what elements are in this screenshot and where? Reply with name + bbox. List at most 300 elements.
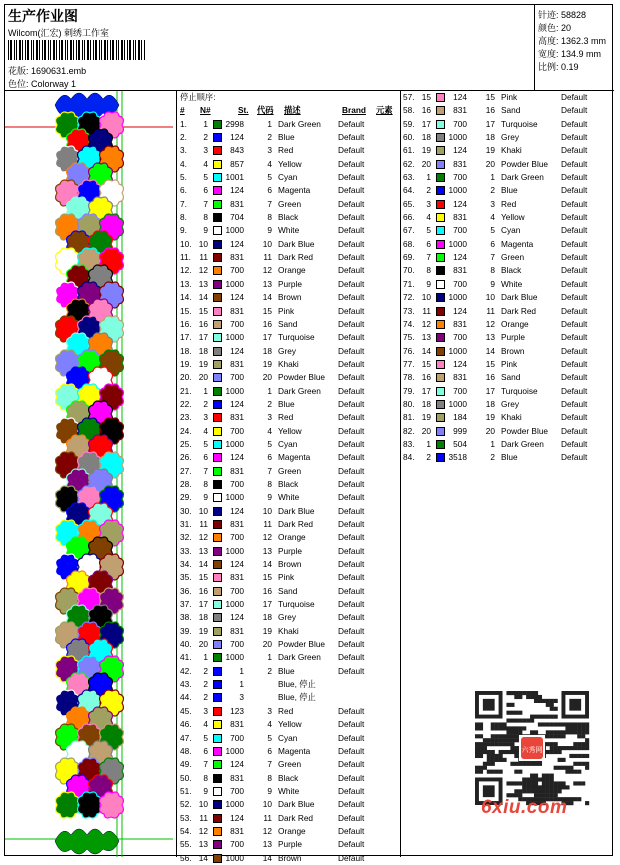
row-brand: Default [561, 292, 588, 303]
row-index: 34. [180, 559, 192, 570]
barcode-bar [31, 40, 32, 60]
row-code: 8 [267, 772, 272, 783]
row-stitches: 700 [230, 425, 244, 436]
row-description: Yellow [278, 158, 302, 169]
qr-module [526, 789, 530, 793]
color-swatch [436, 213, 445, 222]
qr-module [495, 726, 499, 730]
qr-module [530, 789, 534, 793]
color-swatch [213, 693, 222, 702]
barcode-bar [53, 40, 55, 60]
table-row [401, 358, 614, 371]
qr-module [554, 730, 558, 734]
row-index: 30. [180, 505, 192, 516]
row-code: 10 [485, 292, 495, 303]
row-brand: Default [338, 212, 365, 223]
row-index: 35. [180, 572, 192, 583]
color-swatch [436, 400, 445, 409]
row-description: Blue [501, 185, 518, 196]
qr-module [534, 789, 538, 793]
row-stitches: 124 [453, 198, 467, 209]
qr-module [577, 770, 581, 774]
qr-module [499, 738, 503, 742]
qr-module [487, 770, 491, 774]
color-swatch [213, 640, 222, 649]
row-brand: Default [338, 118, 365, 129]
qr-module [550, 707, 554, 711]
row-brand: Default [561, 412, 588, 423]
row-index: 66. [403, 212, 415, 223]
qr-module [542, 785, 546, 789]
table-row [401, 438, 614, 451]
qr-module [546, 777, 550, 781]
row-index: 18. [180, 345, 192, 356]
row-needle: 3 [203, 145, 208, 156]
row-needle: 4 [203, 158, 208, 169]
qr-module [491, 742, 495, 746]
qr-module [546, 730, 550, 734]
color-swatch [436, 440, 445, 449]
row-stitches: 1000 [448, 238, 467, 249]
color-swatch [213, 560, 222, 569]
qr-module [538, 715, 542, 719]
row-stitches: 1000 [225, 545, 244, 556]
row-needle: 2 [203, 679, 208, 690]
row-needle: 17 [198, 599, 208, 610]
color-swatch [213, 413, 222, 422]
qr-module [585, 746, 589, 750]
qr-module [542, 774, 546, 778]
row-stitches: 700 [230, 839, 244, 850]
barcode-bar [25, 40, 26, 60]
qr-module [581, 734, 585, 738]
table-row [178, 184, 400, 197]
row-brand: Default [338, 332, 365, 343]
qr-module [503, 742, 507, 746]
row-brand: Default [561, 92, 588, 102]
table-row [401, 318, 614, 331]
qr-module [506, 738, 510, 742]
row-description: Dark Red [501, 305, 537, 316]
row-brand: Default [561, 398, 588, 409]
table-row [178, 158, 400, 171]
row-brand: Default [561, 345, 588, 356]
row-brand: Default [561, 225, 588, 236]
design-stats [535, 5, 614, 91]
row-code: 9 [267, 785, 272, 796]
stop-sequence-label: 停止顺序: [180, 92, 216, 102]
row-index: 58. [403, 105, 415, 116]
row-needle: 14 [198, 292, 208, 303]
row-brand: Default [338, 412, 365, 423]
row-index: 12. [180, 265, 192, 276]
row-brand: Default [338, 265, 365, 276]
row-stitches: 504 [453, 438, 467, 449]
qr-module [518, 691, 522, 695]
qr-module [530, 691, 534, 695]
row-brand: Default [338, 305, 365, 316]
qr-module [569, 797, 573, 801]
stat-scale [538, 60, 579, 73]
row-stitches: 124 [453, 252, 467, 263]
row-description: Powder Blue [278, 639, 326, 650]
row-code: 1 [267, 652, 272, 663]
row-stitches: 831 [230, 198, 244, 209]
row-brand: Default [338, 705, 365, 716]
color-swatch [213, 400, 222, 409]
row-description: Brown [278, 292, 302, 303]
row-index: 57. [403, 92, 415, 102]
color-swatch [436, 160, 445, 169]
row-index: 61. [403, 145, 415, 156]
row-description: Red [501, 198, 517, 209]
row-index: 49. [180, 759, 192, 770]
file-label: 花版: [8, 66, 29, 76]
row-code: 19 [262, 358, 272, 369]
row-stitches: 1000 [225, 278, 244, 289]
row-code: 14 [485, 345, 495, 356]
color-swatch [213, 854, 222, 863]
row-needle: 9 [203, 225, 208, 236]
header-info [5, 5, 535, 91]
row-code: 12 [262, 825, 272, 836]
table-row [401, 238, 614, 251]
barcode-bar [48, 40, 49, 60]
color-swatch [213, 840, 222, 849]
row-code: 13 [262, 839, 272, 850]
qr-module [573, 722, 577, 726]
table-row [401, 451, 614, 464]
qr-module [518, 762, 522, 766]
row-code: 14 [262, 292, 272, 303]
qr-module [573, 770, 577, 774]
row-brand: Default [561, 172, 588, 183]
table-row [178, 758, 400, 771]
row-stitches: 3 [239, 692, 244, 703]
color-swatch [213, 787, 222, 796]
stat-label: 高度: [538, 36, 559, 46]
row-code: 3 [267, 705, 272, 716]
row-needle: 19 [198, 625, 208, 636]
row-needle: 12 [198, 532, 208, 543]
qr-module [550, 750, 554, 754]
qr-module [534, 699, 538, 703]
row-stitches: 1000 [448, 345, 467, 356]
row-stitches: 1000 [448, 292, 467, 303]
row-description: Yellow [501, 212, 525, 223]
row-code: 20 [485, 425, 495, 436]
color-swatch [213, 613, 222, 622]
row-stitches: 1000 [225, 599, 244, 610]
barcode-bar [135, 40, 136, 60]
row-stitches: 700 [230, 785, 244, 796]
row-index: 11. [180, 252, 191, 263]
table-row [178, 732, 400, 745]
row-description: Green [278, 759, 302, 770]
qr-module [546, 734, 550, 738]
qr-module [479, 770, 483, 774]
row-stitches: 1000 [225, 852, 244, 863]
row-index: 9. [180, 225, 187, 236]
qr-module [581, 722, 585, 726]
row-brand: Default [561, 185, 588, 196]
row-brand: Default [338, 132, 365, 143]
row-index: 71. [403, 278, 415, 289]
color-swatch [436, 146, 445, 155]
row-index: 67. [403, 225, 415, 236]
qr-module [573, 746, 577, 750]
row-code: 8 [490, 265, 495, 276]
qr-module [530, 719, 534, 723]
qr-module [577, 746, 581, 750]
color-swatch [213, 800, 222, 809]
row-brand: Default [338, 745, 365, 756]
barcode-bar [61, 40, 63, 60]
qr-module [503, 726, 507, 730]
row-code: 7 [490, 252, 495, 263]
row-description: Red [278, 412, 294, 423]
qr-finder [483, 785, 495, 797]
qr-module [479, 746, 483, 750]
qr-module [573, 730, 577, 734]
row-brand: Default [338, 145, 365, 156]
qr-module [530, 695, 534, 699]
row-index: 42. [180, 665, 192, 676]
row-code: 11 [263, 252, 272, 263]
row-index: 23. [180, 412, 192, 423]
qr-module [510, 781, 514, 785]
table-row [401, 411, 614, 424]
row-stitches: 831 [230, 625, 244, 636]
qr-module [510, 703, 514, 707]
row-needle: 7 [426, 252, 431, 263]
row-index: 14. [180, 292, 192, 303]
qr-module [479, 726, 483, 730]
row-description: Green [278, 465, 302, 476]
qr-module [569, 801, 573, 805]
color-swatch [213, 280, 222, 289]
row-brand: Default [338, 318, 365, 329]
table-row [178, 651, 400, 664]
row-brand: Default [561, 158, 588, 169]
row-stitches: 700 [230, 639, 244, 650]
row-needle: 11 [199, 252, 208, 263]
table-row [178, 745, 400, 758]
row-index: 20. [180, 372, 192, 383]
row-index: 45. [180, 705, 192, 716]
qr-module [550, 781, 554, 785]
color-swatch [436, 240, 445, 249]
row-stitches: 1000 [225, 225, 244, 236]
qr-module [581, 746, 585, 750]
row-needle: 3 [203, 705, 208, 716]
row-code: 17 [485, 118, 495, 129]
qr-module [530, 781, 534, 785]
qr-module [558, 781, 562, 785]
row-stitches: 124 [453, 92, 467, 102]
qr-module [522, 785, 526, 789]
row-index: 52. [180, 799, 192, 810]
qr-module [506, 781, 510, 785]
stat-value: 0.19 [561, 62, 579, 72]
row-needle: 6 [426, 238, 431, 249]
qr-finder [569, 699, 581, 711]
row-index: 47. [180, 732, 192, 743]
qr-module [522, 789, 526, 793]
qr-module [534, 695, 538, 699]
qr-finder [483, 699, 495, 711]
row-index: 2. [180, 132, 187, 143]
table-row [401, 171, 614, 184]
table-row [178, 251, 400, 264]
qr-module [475, 754, 479, 758]
table-row [178, 465, 400, 478]
row-index: 17. [180, 332, 192, 343]
table-row [178, 531, 400, 544]
row-needle: 2 [203, 398, 208, 409]
row-code: 1 [267, 385, 272, 396]
row-index: 1. [180, 118, 187, 129]
row-brand: Default [338, 345, 365, 356]
table-row [178, 545, 400, 558]
qr-module [561, 785, 565, 789]
row-needle: 2 [426, 185, 431, 196]
row-brand: Default [338, 839, 365, 850]
barcode-bar [44, 40, 46, 60]
barcode-bar [33, 40, 34, 60]
qr-module [518, 781, 522, 785]
row-needle: 5 [203, 438, 208, 449]
qr-module [546, 774, 550, 778]
row-needle: 18 [421, 132, 431, 143]
table-row [401, 291, 614, 304]
table-row [401, 305, 614, 318]
row-code: 5 [267, 172, 272, 183]
color-swatch [213, 587, 222, 596]
qr-module [561, 746, 565, 750]
row-code: 19 [262, 625, 272, 636]
barcode-bar [110, 40, 111, 60]
row-index: 79. [403, 385, 415, 396]
row-brand: Default [338, 492, 365, 503]
qr-module [518, 719, 522, 723]
row-index: 53. [180, 812, 192, 823]
qr-module [550, 774, 554, 778]
qr-module [503, 734, 507, 738]
color-swatch [436, 120, 445, 129]
qr-module [561, 730, 565, 734]
table-row [178, 812, 400, 825]
row-stitches: 700 [230, 478, 244, 489]
barcode-bar [50, 40, 51, 60]
bottom-motif [55, 829, 119, 854]
row-stitches: 831 [453, 318, 467, 329]
barcode-bar [129, 40, 131, 60]
qr-module [522, 726, 526, 730]
qr-module [534, 715, 538, 719]
table-row [401, 131, 614, 144]
qr-module [534, 777, 538, 781]
qr-module [495, 742, 499, 746]
design-preview [5, 91, 177, 857]
qr-module [546, 703, 550, 707]
barcode-bar [87, 40, 89, 60]
table-row [178, 772, 400, 785]
row-description: Purple [501, 332, 525, 343]
row-index: 37. [180, 599, 192, 610]
row-code: 15 [485, 358, 495, 369]
row-stitches: 700 [230, 585, 244, 596]
table-row [178, 385, 400, 398]
qr-module [510, 750, 514, 754]
row-needle: 10 [198, 505, 208, 516]
row-brand: Default [338, 825, 365, 836]
barcode-bar [16, 40, 17, 60]
row-needle: 11 [199, 519, 208, 529]
qr-module [530, 715, 534, 719]
qr-module [503, 738, 507, 742]
row-stitches: 700 [230, 372, 244, 383]
row-brand: Default [338, 612, 365, 623]
row-index: 13. [180, 278, 192, 289]
row-index: 78. [403, 372, 415, 383]
table-row [401, 385, 614, 398]
row-code: 3 [267, 412, 272, 423]
row-stitches: 831 [453, 158, 467, 169]
color-swatch [213, 253, 222, 262]
qr-module [546, 699, 550, 703]
qr-module [561, 758, 565, 762]
row-brand: Default [338, 545, 365, 556]
row-index: 24. [180, 425, 192, 436]
barcode-bar [27, 40, 29, 60]
stat-value: 1362.3 mm [561, 36, 607, 46]
row-index: 65. [403, 198, 415, 209]
row-code: 9 [267, 225, 272, 236]
row-description: White [501, 278, 523, 289]
color-swatch [436, 347, 445, 356]
qr-module [581, 754, 585, 758]
qr-module [554, 785, 558, 789]
header-element: 元素 [376, 105, 393, 116]
color-swatch [436, 360, 445, 369]
row-code: 10 [262, 505, 272, 516]
row-brand: Default [338, 852, 365, 863]
qr-module [569, 766, 573, 770]
row-code: 7 [267, 759, 272, 770]
qr-module [491, 758, 495, 762]
color-swatch [213, 360, 222, 369]
qr-module [558, 722, 562, 726]
lattice-motif [100, 792, 124, 818]
row-needle: 15 [421, 92, 431, 102]
barcode-bar [133, 40, 134, 60]
row-index: 46. [180, 719, 192, 730]
qr-module [585, 722, 589, 726]
qr-module [554, 750, 558, 754]
barcode-bar [19, 40, 21, 60]
qr-module [577, 781, 581, 785]
table-row [178, 825, 400, 838]
row-stitches: 124 [230, 452, 244, 463]
row-needle: 18 [198, 612, 208, 623]
row-index: 51. [180, 785, 192, 796]
row-brand: Default [338, 785, 365, 796]
row-description: Blue [278, 398, 295, 409]
qr-module [581, 762, 585, 766]
row-needle: 20 [421, 425, 431, 436]
stat-label: 宽度: [538, 49, 559, 59]
